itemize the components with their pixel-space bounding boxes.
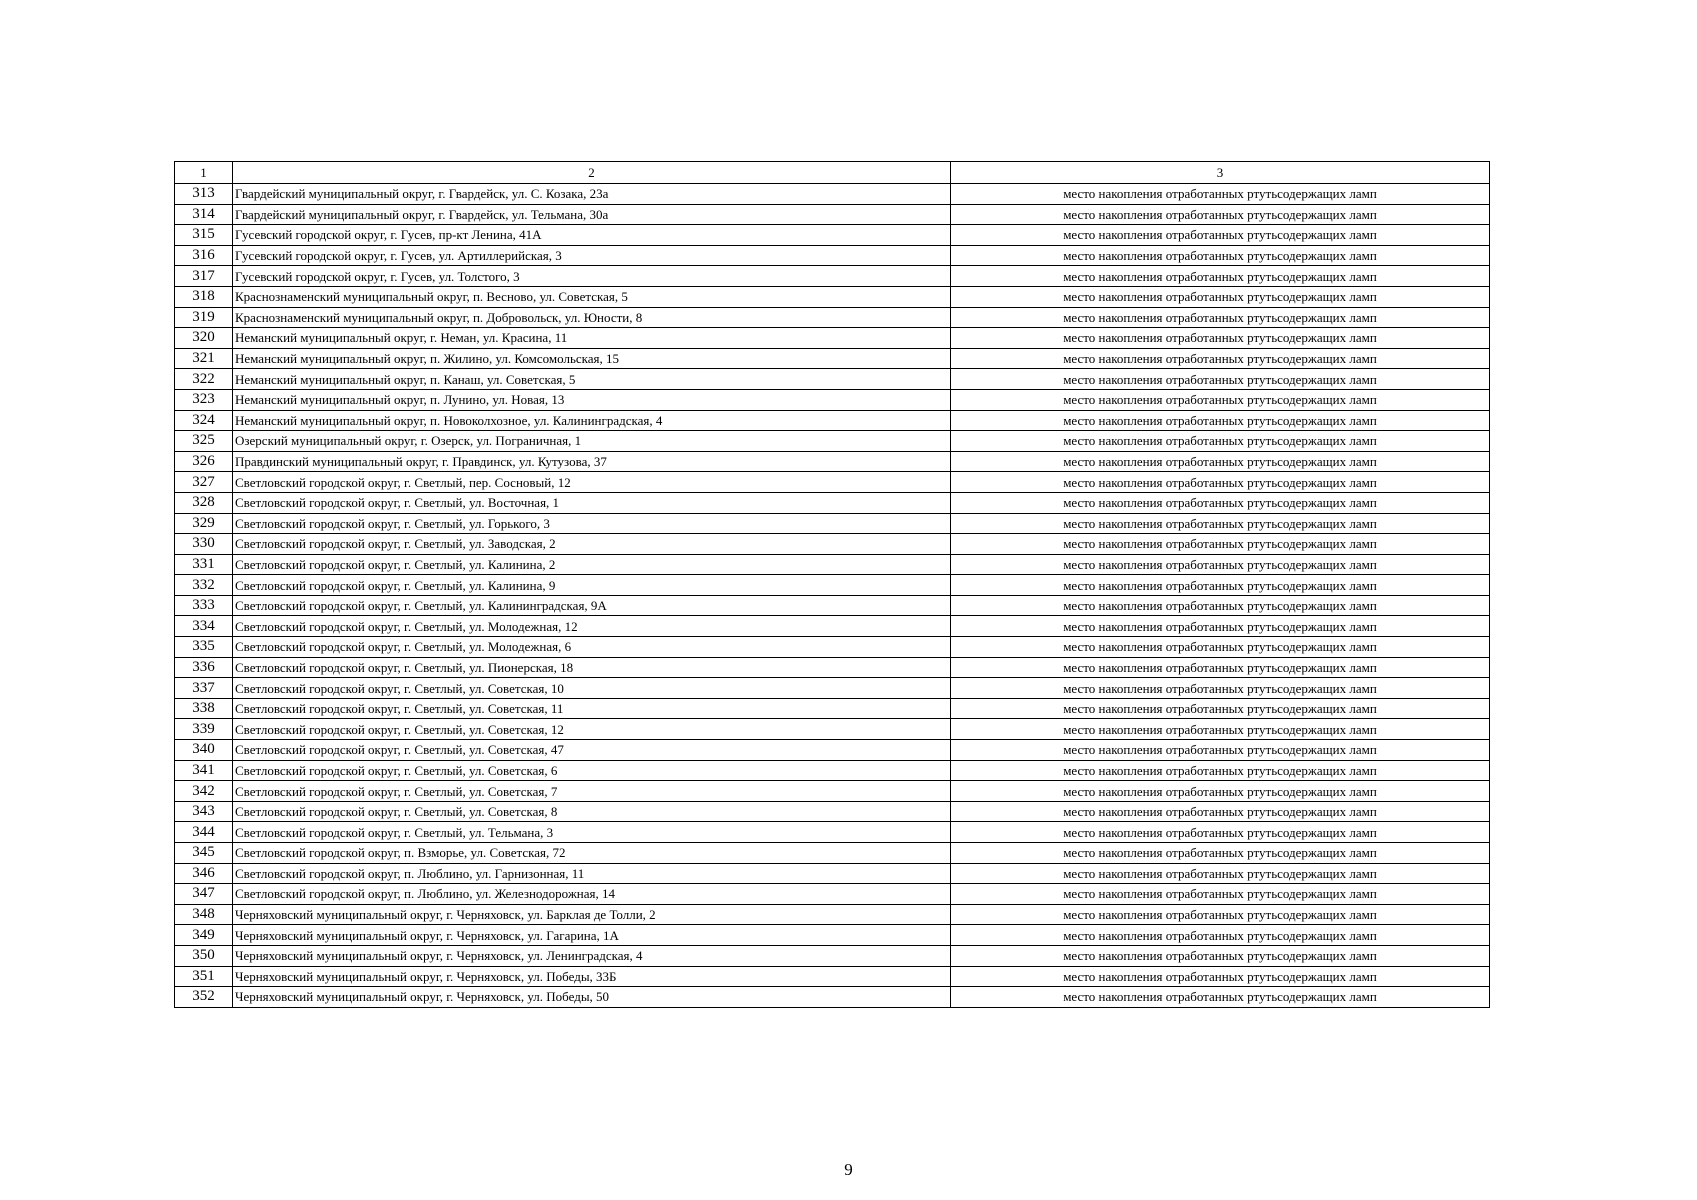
table-body [175, 162, 1490, 1008]
address-cell: Неманский муниципальный округ, п. Лунино, ул. Новая, 13 [233, 389, 951, 410]
row-number-cell: 351 [175, 966, 233, 987]
type-cell: место накопления отработанных ртутьсодержащих ламп [951, 328, 1490, 349]
row-number-cell: 347 [175, 884, 233, 905]
table-row [175, 966, 1490, 987]
address-cell: Озерский муниципальный округ, г. Озерск, ул. Пограничная, 1 [233, 431, 951, 452]
type-cell: место накопления отработанных ртутьсодержащих ламп [951, 184, 1490, 205]
type-cell: место накопления отработанных ртутьсодержащих ламп [951, 801, 1490, 822]
type-cell: место накопления отработанных ртутьсодержащих ламп [951, 204, 1490, 225]
address-cell: Светловский городской округ, г. Светлый, ул. Тельмана, 3 [233, 822, 951, 843]
row-number-cell: 341 [175, 760, 233, 781]
table-row [175, 348, 1490, 369]
table-row [175, 513, 1490, 534]
address-cell: Черняховский муниципальный округ, г. Черняховск, ул. Ленинградская, 4 [233, 945, 951, 966]
row-number-cell: 322 [175, 369, 233, 390]
row-number-cell: 315 [175, 225, 233, 246]
address-cell: Неманский муниципальный округ, г. Неман, ул. Красина, 11 [233, 328, 951, 349]
row-number-cell: 346 [175, 863, 233, 884]
row-number-cell: 349 [175, 925, 233, 946]
type-cell: место накопления отработанных ртутьсодержащих ламп [951, 410, 1490, 431]
type-cell: место накопления отработанных ртутьсодержащих ламп [951, 245, 1490, 266]
type-cell: место накопления отработанных ртутьсодержащих ламп [951, 925, 1490, 946]
table-row [175, 801, 1490, 822]
row-number-cell: 344 [175, 822, 233, 843]
address-cell: Краснознаменский муниципальный округ, п. Весново, ул. Советская, 5 [233, 286, 951, 307]
row-number-cell: 323 [175, 389, 233, 410]
row-number-cell: 342 [175, 781, 233, 802]
table-row [175, 822, 1490, 843]
address-cell: Гусевский городской округ, г. Гусев, пр-кт Ленина, 41А [233, 225, 951, 246]
table-row [175, 245, 1490, 266]
table-row [175, 307, 1490, 328]
type-cell: место накопления отработанных ртутьсодержащих ламп [951, 534, 1490, 555]
address-cell: Краснознаменский муниципальный округ, п. Добровольск, ул. Юности, 8 [233, 307, 951, 328]
address-cell: Светловский городской округ, г. Светлый, ул. Восточная, 1 [233, 492, 951, 513]
address-cell: Светловский городской округ, г. Светлый, ул. Советская, 7 [233, 781, 951, 802]
address-cell: Светловский городской округ, г. Светлый, ул. Советская, 47 [233, 740, 951, 761]
row-number-cell: 350 [175, 945, 233, 966]
row-number-cell: 318 [175, 286, 233, 307]
type-cell: место накопления отработанных ртутьсодержащих ламп [951, 719, 1490, 740]
table-row [175, 451, 1490, 472]
row-number-cell: 327 [175, 472, 233, 493]
table-row [175, 719, 1490, 740]
table-row [175, 534, 1490, 555]
table-row [175, 843, 1490, 864]
table-row [175, 781, 1490, 802]
type-cell: место накопления отработанных ртутьсодержащих ламп [951, 472, 1490, 493]
type-cell: место накопления отработанных ртутьсодержащих ламп [951, 575, 1490, 596]
type-cell: место накопления отработанных ртутьсодержащих ламп [951, 760, 1490, 781]
page-number: 9 [844, 1160, 853, 1179]
table-row [175, 184, 1490, 205]
address-cell: Неманский муниципальный округ, п. Канаш, ул. Советская, 5 [233, 369, 951, 390]
address-cell: Черняховский муниципальный округ, г. Черняховск, ул. Победы, 33Б [233, 966, 951, 987]
type-cell: место накопления отработанных ртутьсодержащих ламп [951, 740, 1490, 761]
row-number-cell: 314 [175, 204, 233, 225]
type-cell: место накопления отработанных ртутьсодержащих ламп [951, 307, 1490, 328]
type-cell: место накопления отработанных ртутьсодержащих ламп [951, 966, 1490, 987]
type-cell: место накопления отработанных ртутьсодержащих ламп [951, 431, 1490, 452]
row-number-cell: 332 [175, 575, 233, 596]
address-cell: Светловский городской округ, г. Светлый, ул. Горького, 3 [233, 513, 951, 534]
address-cell: Светловский городской округ, г. Светлый, ул. Советская, 11 [233, 698, 951, 719]
table-row [175, 740, 1490, 761]
row-number-cell: 339 [175, 719, 233, 740]
type-cell: место накопления отработанных ртутьсодержащих ламп [951, 492, 1490, 513]
address-cell: Светловский городской округ, п. Люблино, ул. Гарнизонная, 11 [233, 863, 951, 884]
type-cell: место накопления отработанных ртутьсодержащих ламп [951, 904, 1490, 925]
row-number-cell: 326 [175, 451, 233, 472]
table-row [175, 492, 1490, 513]
row-number-cell: 330 [175, 534, 233, 555]
table-row [175, 431, 1490, 452]
row-number-cell: 325 [175, 431, 233, 452]
address-cell: Светловский городской округ, п. Взморье, ул. Советская, 72 [233, 843, 951, 864]
table-row [175, 225, 1490, 246]
row-number-cell: 345 [175, 843, 233, 864]
table-row [175, 884, 1490, 905]
type-cell: место накопления отработанных ртутьсодержащих ламп [951, 698, 1490, 719]
address-cell: Неманский муниципальный округ, п. Жилино, ул. Комсомольская, 15 [233, 348, 951, 369]
address-cell: Черняховский муниципальный округ, г. Черняховск, ул. Барклая де Толли, 2 [233, 904, 951, 925]
address-table [174, 161, 1490, 1008]
row-number-cell: 333 [175, 595, 233, 616]
address-cell: Гусевский городской округ, г. Гусев, ул. Толстого, 3 [233, 266, 951, 287]
type-cell: место накопления отработанных ртутьсодержащих ламп [951, 987, 1490, 1008]
row-number-cell: 328 [175, 492, 233, 513]
address-cell: Светловский городской округ, г. Светлый, ул. Калининградская, 9А [233, 595, 951, 616]
type-cell: место накопления отработанных ртутьсодержащих ламп [951, 595, 1490, 616]
table-row [175, 389, 1490, 410]
table-row [175, 410, 1490, 431]
table-row [175, 945, 1490, 966]
type-cell: место накопления отработанных ртутьсодержащих ламп [951, 513, 1490, 534]
table-row [175, 266, 1490, 287]
row-number-cell: 316 [175, 245, 233, 266]
header-cell-type: 3 [951, 162, 1490, 184]
table-row [175, 657, 1490, 678]
table-row [175, 328, 1490, 349]
row-number-cell: 338 [175, 698, 233, 719]
row-number-cell: 337 [175, 678, 233, 699]
type-cell: место накопления отработанных ртутьсодержащих ламп [951, 781, 1490, 802]
row-number-cell: 343 [175, 801, 233, 822]
address-cell: Правдинский муниципальный округ, г. Правдинск, ул. Кутузова, 37 [233, 451, 951, 472]
table-row [175, 472, 1490, 493]
address-cell: Светловский городской округ, г. Светлый, ул. Пионерская, 18 [233, 657, 951, 678]
table-row [175, 369, 1490, 390]
row-number-cell: 320 [175, 328, 233, 349]
type-cell: место накопления отработанных ртутьсодержащих ламп [951, 389, 1490, 410]
address-cell: Светловский городской округ, г. Светлый, ул. Калинина, 9 [233, 575, 951, 596]
address-cell: Черняховский муниципальный округ, г. Черняховск, ул. Победы, 50 [233, 987, 951, 1008]
type-cell: место накопления отработанных ртутьсодержащих ламп [951, 266, 1490, 287]
address-cell: Светловский городской округ, г. Светлый, ул. Советская, 6 [233, 760, 951, 781]
address-cell: Светловский городской округ, г. Светлый, ул. Молодежная, 12 [233, 616, 951, 637]
table-row [175, 554, 1490, 575]
type-cell: место накопления отработанных ртутьсодержащих ламп [951, 369, 1490, 390]
type-cell: место накопления отработанных ртутьсодержащих ламп [951, 863, 1490, 884]
address-cell: Гусевский городской округ, г. Гусев, ул. Артиллерийская, 3 [233, 245, 951, 266]
address-cell: Светловский городской округ, г. Светлый, пер. Сосновый, 12 [233, 472, 951, 493]
table-row [175, 760, 1490, 781]
table-row [175, 575, 1490, 596]
table-row [175, 637, 1490, 658]
header-cell-address: 2 [233, 162, 951, 184]
address-cell: Черняховский муниципальный округ, г. Черняховск, ул. Гагарина, 1А [233, 925, 951, 946]
type-cell: место накопления отработанных ртутьсодержащих ламп [951, 678, 1490, 699]
row-number-cell: 324 [175, 410, 233, 431]
row-number-cell: 319 [175, 307, 233, 328]
row-number-cell: 335 [175, 637, 233, 658]
address-cell: Светловский городской округ, г. Светлый, ул. Заводская, 2 [233, 534, 951, 555]
row-number-cell: 313 [175, 184, 233, 205]
table-header-row [175, 162, 1490, 184]
type-cell: место накопления отработанных ртутьсодержащих ламп [951, 822, 1490, 843]
row-number-cell: 331 [175, 554, 233, 575]
address-cell: Светловский городской округ, п. Люблино, ул. Железнодорожная, 14 [233, 884, 951, 905]
table-row [175, 286, 1490, 307]
table-row [175, 595, 1490, 616]
table-row [175, 904, 1490, 925]
table-row [175, 698, 1490, 719]
table-row [175, 616, 1490, 637]
row-number-cell: 317 [175, 266, 233, 287]
address-cell: Гвардейский муниципальный округ, г. Гвардейск, ул. С. Козака, 23а [233, 184, 951, 205]
address-cell: Светловский городской округ, г. Светлый, ул. Калинина, 2 [233, 554, 951, 575]
table-row [175, 204, 1490, 225]
address-cell: Гвардейский муниципальный округ, г. Гвардейск, ул. Тельмана, 30а [233, 204, 951, 225]
address-cell: Светловский городской округ, г. Светлый, ул. Советская, 10 [233, 678, 951, 699]
type-cell: место накопления отработанных ртутьсодержащих ламп [951, 884, 1490, 905]
address-cell: Неманский муниципальный округ, п. Новоколхозное, ул. Калининградская, 4 [233, 410, 951, 431]
row-number-cell: 321 [175, 348, 233, 369]
type-cell: место накопления отработанных ртутьсодержащих ламп [951, 945, 1490, 966]
row-number-cell: 334 [175, 616, 233, 637]
table-row [175, 925, 1490, 946]
type-cell: место накопления отработанных ртутьсодержащих ламп [951, 657, 1490, 678]
row-number-cell: 348 [175, 904, 233, 925]
type-cell: место накопления отработанных ртутьсодержащих ламп [951, 225, 1490, 246]
table-row [175, 863, 1490, 884]
address-cell: Светловский городской округ, г. Светлый, ул. Советская, 12 [233, 719, 951, 740]
row-number-cell: 352 [175, 987, 233, 1008]
address-cell: Светловский городской округ, г. Светлый, ул. Советская, 8 [233, 801, 951, 822]
type-cell: место накопления отработанных ртутьсодержащих ламп [951, 348, 1490, 369]
row-number-cell: 336 [175, 657, 233, 678]
row-number-cell: 340 [175, 740, 233, 761]
address-cell: Светловский городской округ, г. Светлый, ул. Молодежная, 6 [233, 637, 951, 658]
type-cell: место накопления отработанных ртутьсодержащих ламп [951, 286, 1490, 307]
type-cell: место накопления отработанных ртутьсодержащих ламп [951, 554, 1490, 575]
table-row [175, 678, 1490, 699]
type-cell: место накопления отработанных ртутьсодержащих ламп [951, 843, 1490, 864]
type-cell: место накопления отработанных ртутьсодержащих ламп [951, 637, 1490, 658]
type-cell: место накопления отработанных ртутьсодержащих ламп [951, 451, 1490, 472]
type-cell: место накопления отработанных ртутьсодержащих ламп [951, 616, 1490, 637]
row-number-cell: 329 [175, 513, 233, 534]
table-row [175, 987, 1490, 1008]
header-cell-number: 1 [175, 162, 233, 184]
